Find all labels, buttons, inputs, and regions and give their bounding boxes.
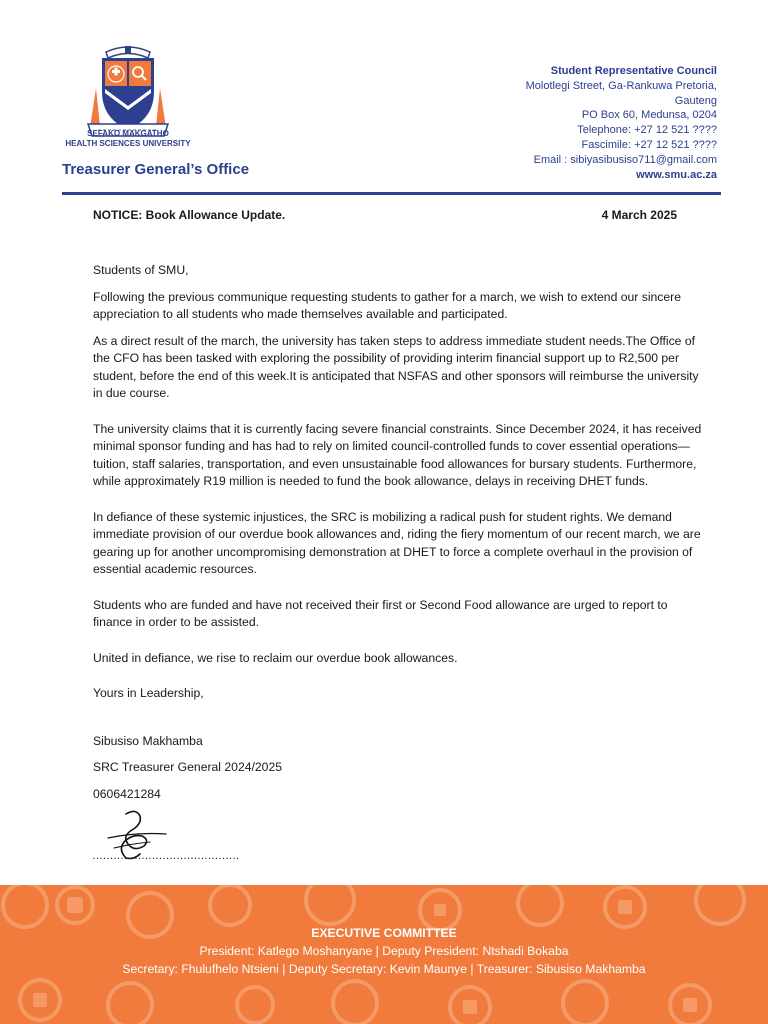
letter-paragraph-2: As a direct result of the march, the university has taken steps to address immediate student needs.The Office of the CFO has been tasked with exploring the possibility of providing interim financial support up to R2,500 per student, before the end of this week.It is anticipated that NSFAS and other sponsors will reimburse the university in due course. — [93, 333, 699, 400]
signature-line: …………………………………… — [92, 850, 239, 862]
office-title: Treasurer General’s Office — [62, 161, 250, 178]
letter-paragraph-5: Students who are funded and have not received their first or Second Food allowance are urged to report to finance in order to be assisted. — [93, 597, 668, 629]
footer-banner — [0, 885, 768, 1024]
address-website[interactable]: www.smu.ac.za — [636, 168, 717, 181]
university-name-line1: SEFAKO MAKGATHO — [87, 129, 169, 138]
address-organisation: Student Representative Council — [550, 65, 717, 77]
address-street: Molotlegi Street, Ga-Rankuwa Pretoria, — [525, 79, 717, 92]
address-email[interactable]: Email : sibiyasibusiso711@gmail.com — [533, 153, 717, 166]
address-telephone: Telephone: +27 12 521 ???? — [577, 124, 717, 137]
letter-closing: Yours in Leadership, — [93, 686, 204, 700]
letter-paragraph-3: The university claims that it is currently facing severe financial constraints. Since December 2024, it has received minimal sponsor funding and has had to rely on limited council-controlled funds to cover essential operations—tuition, staff salaries, transportation, and even unsustainable food allowances for bursary students. Furthermore, while approximately R19 million is needed to fund the book allowance, delays in receiving DHET funds. — [93, 421, 702, 488]
signatory-phone: 0606421284 — [93, 786, 161, 801]
footer-heading: EXECUTIVE COMMITTEE — [311, 926, 457, 940]
signatory-name: Sibusiso Makhamba — [93, 733, 203, 748]
footer-committee-line-2: Secretary: Fhulufhelo Ntsieni | Deputy Secretary: Kevin Maunye | Treasurer: Sibusiso Makhamba — [122, 962, 646, 976]
university-name-line2: HEALTH SCIENCES UNIVERSITY — [65, 139, 191, 148]
address-po-box: PO Box 60, Medunsa, 0204 — [581, 109, 717, 122]
letter-paragraph-1: Following the previous communique requesting students to gather for a march, we wish to extend our sincere appreciation to all students who made themselves available and participated. — [93, 289, 682, 321]
signatory-title: SRC Treasurer General 2024/2025 — [93, 760, 283, 774]
address-province: Gauteng — [674, 94, 717, 107]
notice-title: NOTICE: Book Allowance Update. — [93, 208, 286, 222]
header-divider — [62, 192, 721, 195]
letter-paragraph-4: In defiance of these systemic injustices, the SRC is mobilizing a radical push for student rights. We demand immediate provision of our overdue book allowances and, riding the fiery momentum of our recent march, we are gearing up for another uncompromising demonstration at DHET to force a complete overhaul in the provision of essential academic resources. — [93, 509, 701, 576]
address-fax: Fascimile: +27 12 521 ???? — [581, 138, 717, 151]
address-block — [417, 64, 717, 182]
letter-body — [93, 262, 703, 812]
letter-salutation: Students of SMU, — [93, 263, 189, 277]
letter-paragraph-6: United in defiance, we rise to reclaim our overdue book allowances. — [93, 650, 458, 665]
university-name — [62, 129, 194, 149]
notice-date: 4 March 2025 — [601, 208, 677, 222]
footer-committee-line-1: President: Katlego Moshanyane | Deputy President: Ntshadi Bokaba — [199, 944, 569, 958]
